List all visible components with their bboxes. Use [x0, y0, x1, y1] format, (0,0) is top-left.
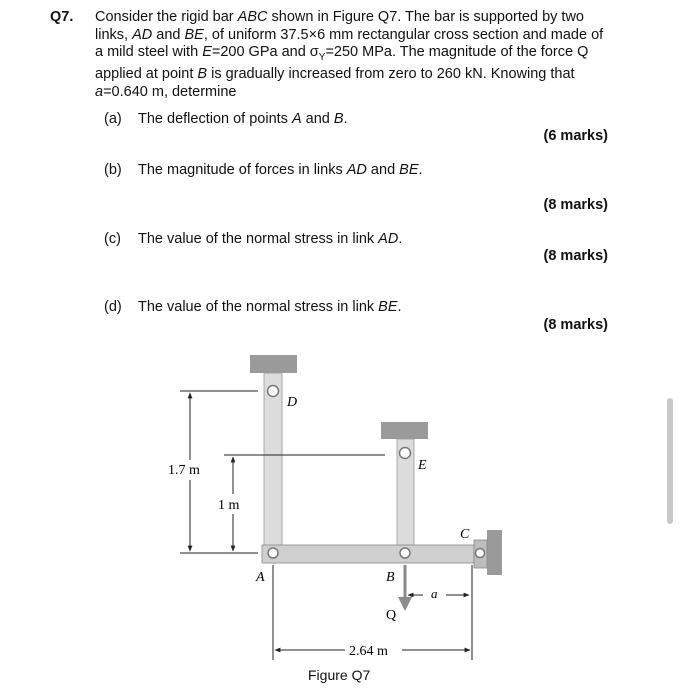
part-b-marks: (8 marks) — [543, 197, 608, 213]
label-q: Q — [386, 608, 397, 623]
vertical-scrollbar[interactable] — [667, 398, 673, 524]
label-c: C — [460, 527, 470, 542]
label-dim-264: 2.64 m — [349, 644, 388, 659]
label-d: D — [287, 395, 298, 410]
label-e: E — [418, 458, 427, 473]
wall-c — [487, 530, 502, 575]
support-d — [250, 355, 297, 373]
rigid-bar-abc — [262, 545, 474, 563]
label-a: A — [256, 570, 265, 585]
figure-caption: Figure Q7 — [308, 667, 371, 683]
label-dim-17: 1.7 m — [168, 463, 200, 478]
question-number: Q7. — [50, 9, 74, 25]
label-b: B — [386, 570, 395, 585]
part-b: (b) The magnitude of forces in links AD and BE. — [104, 162, 423, 178]
pin-d — [268, 386, 279, 397]
label-a-dim: a — [431, 586, 438, 601]
pin-c — [476, 549, 485, 558]
pin-e — [400, 448, 411, 459]
part-a-marks: (6 marks) — [543, 128, 608, 144]
link-ad — [264, 373, 282, 556]
pin-a — [268, 548, 278, 558]
pin-b — [400, 548, 410, 558]
part-c-marks: (8 marks) — [543, 248, 608, 264]
part-d-marks: (8 marks) — [543, 317, 608, 333]
part-a: (a) The deflection of points A and B. — [104, 111, 348, 127]
part-d: (d) The value of the normal stress in link BE. — [104, 299, 402, 315]
support-e — [381, 422, 428, 439]
force-q-head — [398, 597, 412, 611]
question-stem: Consider the rigid bar ABC shown in Figure Q7. The bar is supported by two links, AD and BE, of uniform 37.5×6 mm rectangular cross section and made of a mild steel with E=200 GPa and $\sigma_Y=250$ MPa. The magnitude of the force Q applied at point B is gradually increased from zero to 260 kN. Knowing that a=0.640 m, determine — [95, 9, 604, 100]
part-c: (c) The value of the normal stress in link AD. — [104, 231, 403, 247]
label-dim-1: 1 m — [218, 498, 240, 513]
